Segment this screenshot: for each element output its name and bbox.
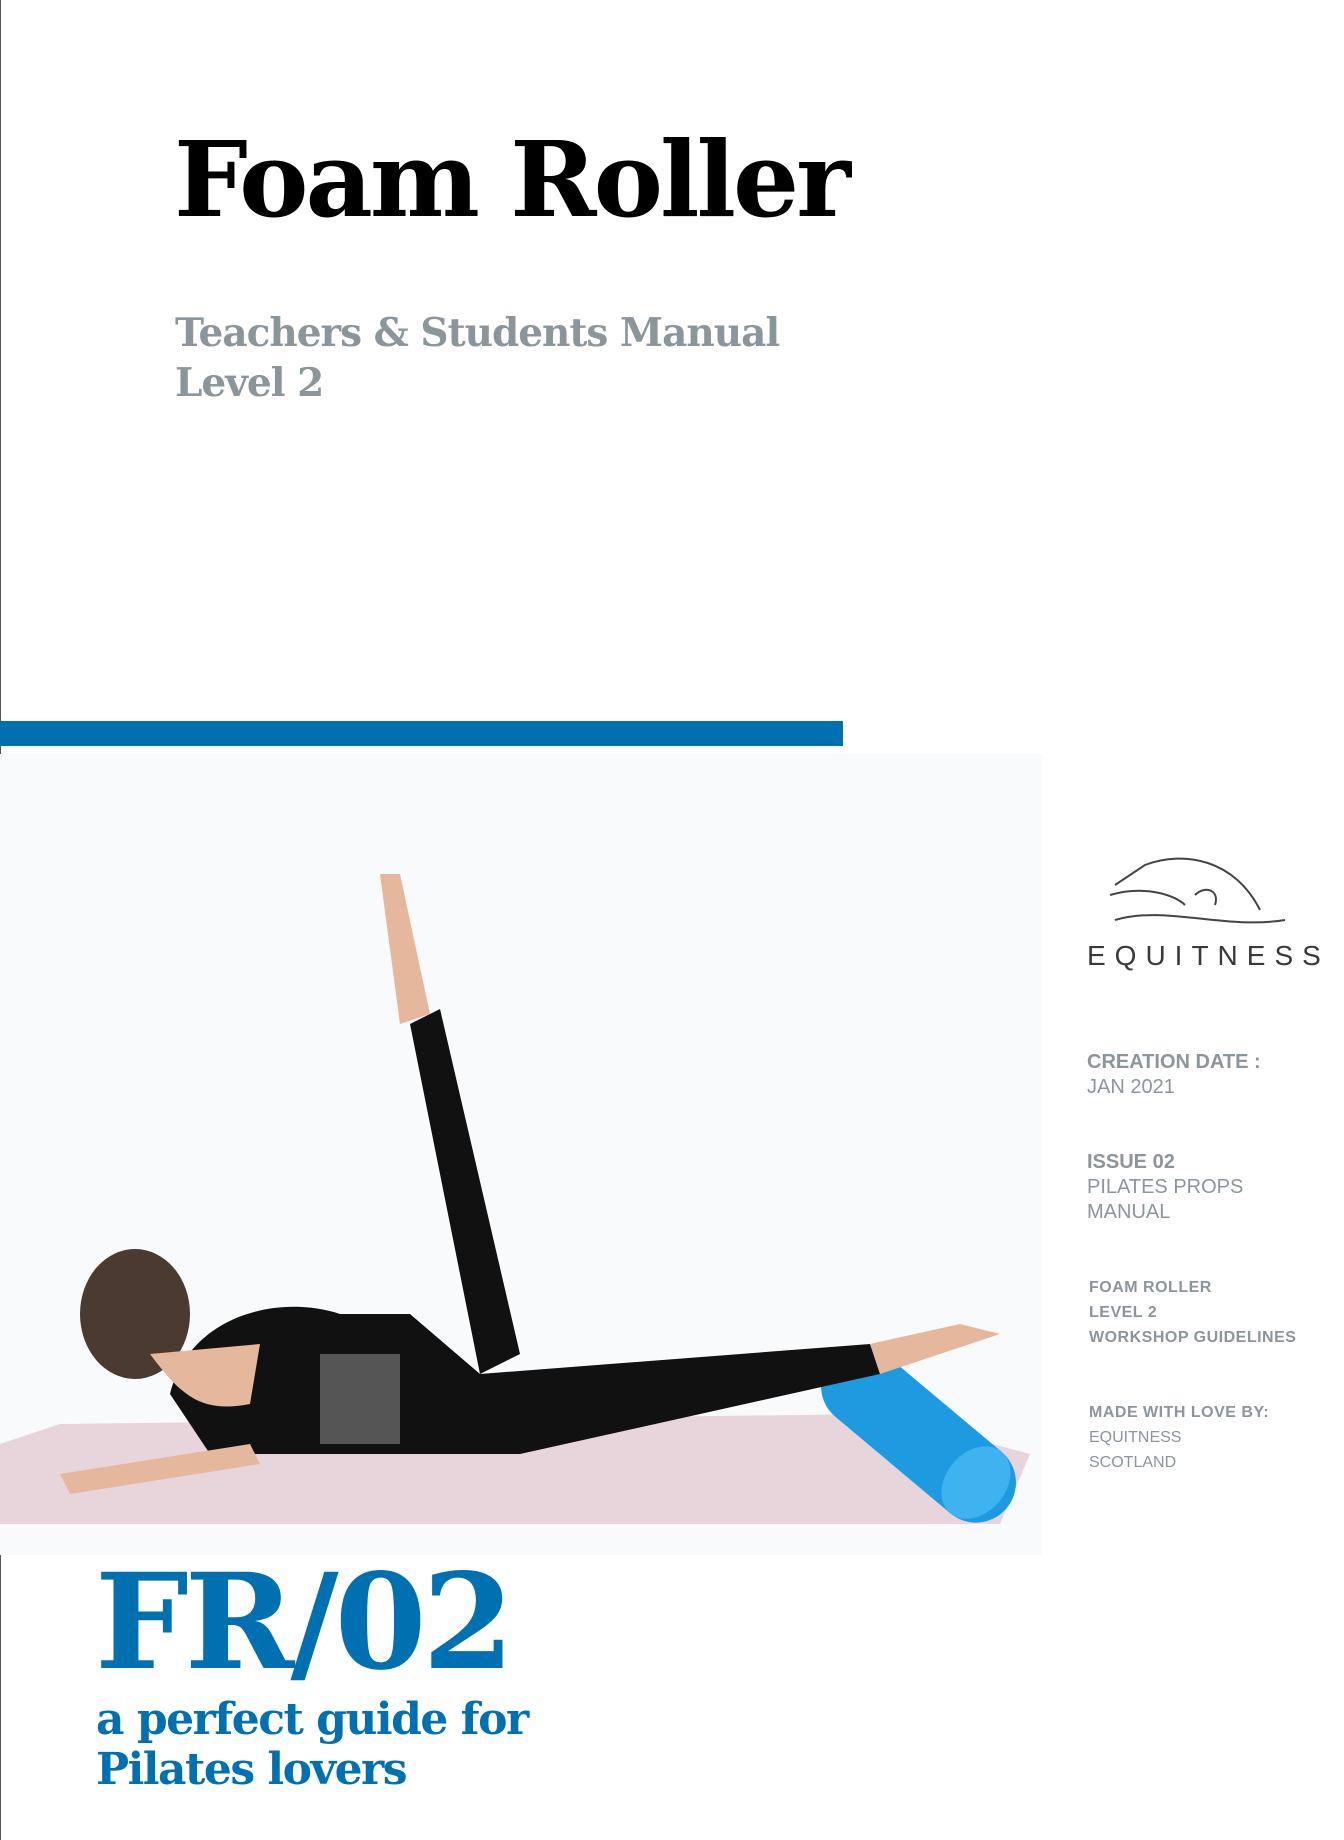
brand-name: EQUITNESS xyxy=(1087,940,1330,971)
issue-line: MANUAL xyxy=(1087,1201,1171,1223)
made-by-info xyxy=(1089,1400,1269,1475)
workshop-info xyxy=(1089,1275,1296,1350)
issue-line: PILATES PROPS xyxy=(1087,1176,1244,1198)
workshop-line: FOAM ROLLER xyxy=(1089,1279,1212,1296)
subtitle-level: Level 2 xyxy=(175,360,324,406)
creation-date xyxy=(1087,1050,1261,1100)
made-line: EQUITNESS xyxy=(1089,1429,1182,1446)
creation-value: JAN 2021 xyxy=(1087,1076,1175,1098)
cover-photo xyxy=(0,754,1042,1555)
made-line: SCOTLAND xyxy=(1089,1454,1177,1471)
tagline-line: Pilates lovers xyxy=(96,1744,407,1795)
issue-label: ISSUE 02 xyxy=(1087,1151,1175,1173)
workshop-line: WORKSHOP GUIDELINES xyxy=(1089,1329,1297,1346)
subtitle-line: Teachers & Students Manual xyxy=(175,310,780,356)
issue-info xyxy=(1087,1150,1243,1225)
creation-label: CREATION DATE : xyxy=(1087,1051,1261,1073)
tagline xyxy=(96,1695,528,1795)
manual-code: FR/02 xyxy=(95,1545,511,1700)
workshop-line: LEVEL 2 xyxy=(1089,1304,1158,1321)
subtitle xyxy=(175,308,779,408)
tagline-line: a perfect guide for xyxy=(96,1694,528,1745)
accent-bar xyxy=(0,721,843,746)
page-title: Foam Roller xyxy=(174,118,848,241)
made-label: MADE WITH LOVE BY: xyxy=(1089,1404,1270,1421)
